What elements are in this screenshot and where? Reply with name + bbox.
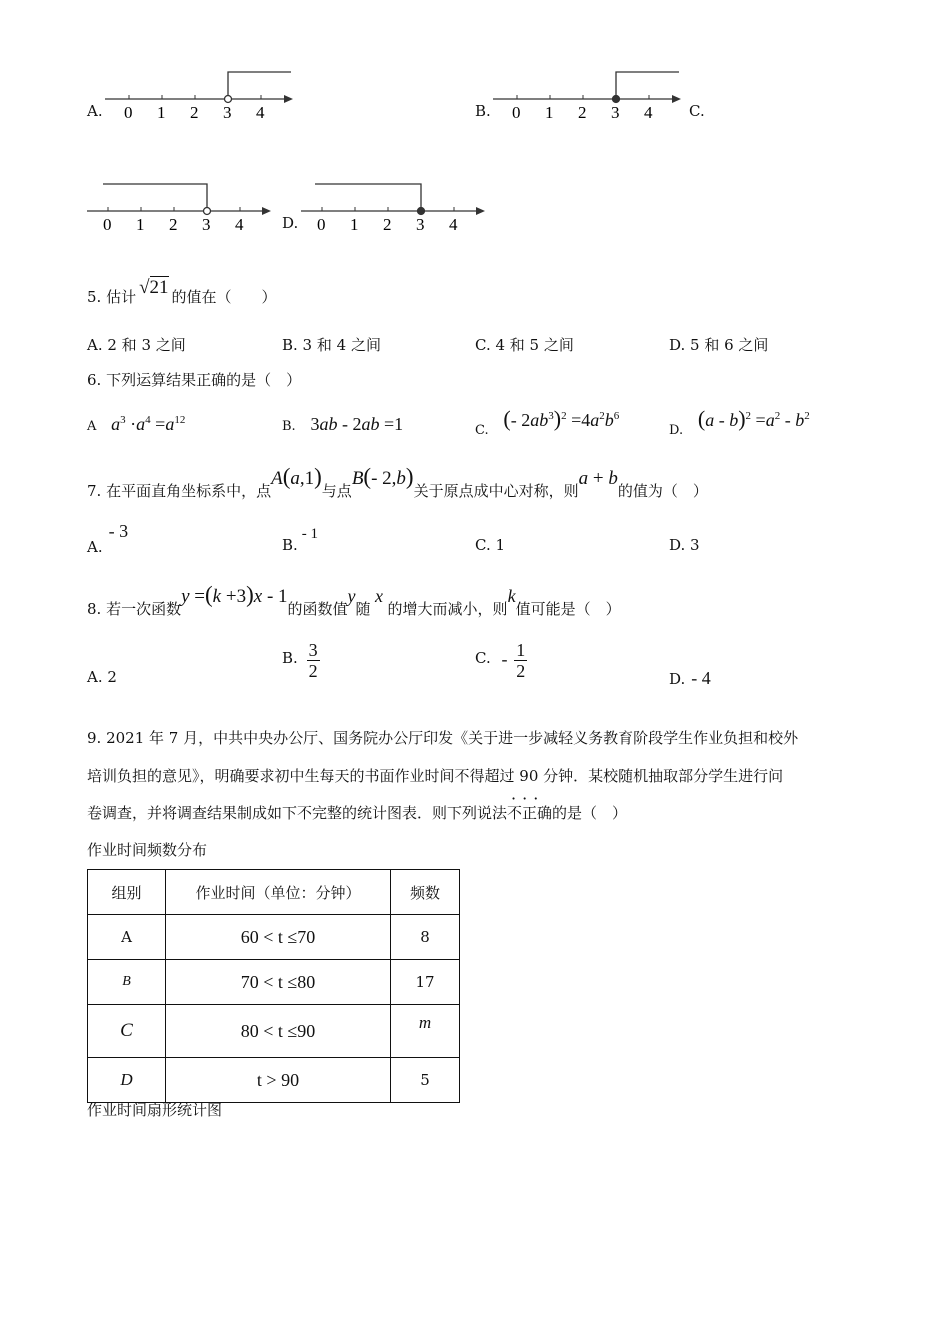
tick-1: 1	[350, 215, 359, 234]
header-time: 作业时间（单位：分钟）	[166, 870, 391, 915]
q7-option-d: D. 3	[669, 536, 700, 554]
option-d-label: D.	[282, 214, 299, 232]
q7-option-b: B.- 1	[282, 526, 319, 554]
pie-chart-title: 作业时间扇形统计图	[87, 1101, 223, 1119]
row-freq: 8	[391, 915, 460, 960]
tick-1: 1	[136, 215, 145, 234]
header-freq: 频数	[391, 870, 460, 915]
table-row	[88, 1005, 460, 1058]
number-line-a	[103, 68, 298, 124]
tick-0: 0	[317, 215, 326, 234]
frequency-table	[87, 869, 460, 1103]
q6-option-d: D. $(a - b)^2 =a^2 - b^2$	[669, 406, 810, 438]
q5-prefix: 5. 估计	[87, 288, 137, 306]
option-a-label: A.	[87, 102, 103, 120]
tick-4: 4	[256, 103, 265, 122]
number-line-b	[491, 68, 686, 124]
row-time: 80 < t ≤90	[166, 1005, 391, 1058]
tick-0: 0	[103, 215, 112, 234]
tick-3: 3	[611, 103, 620, 122]
q6-option-a: A $a^3 \cdot a^4 =a^{12}$	[87, 414, 186, 434]
row-time: 70 < t ≤80	[166, 960, 391, 1005]
tick-3: 3	[223, 103, 232, 122]
tick-4: 4	[235, 215, 244, 234]
tick-2: 2	[190, 103, 199, 122]
q5-option-d: D. 5 和 6 之间	[669, 336, 769, 354]
q9-line-2: 培训负担的意见》，明确要求初中生每天的书面作业时间不得超过 90 分钟．某校随机抽取部分学生进行问	[87, 767, 784, 785]
table-title: 作业时间频数分布	[87, 841, 208, 859]
row-freq: 5	[391, 1058, 460, 1103]
row-group: B	[88, 960, 166, 1005]
row-group: D	[88, 1058, 166, 1103]
row-freq: m	[391, 1005, 460, 1058]
q6-stem: 6. 下列运算结果正确的是（ ）	[87, 371, 302, 389]
tick-0: 0	[124, 103, 133, 122]
row-time: 60 < t ≤70	[166, 915, 391, 960]
q5-option-a: A. 2 和 3 之间	[87, 336, 186, 354]
tick-2: 2	[169, 215, 178, 234]
q8-option-d: D. - 4	[669, 668, 711, 688]
row-time: t > 90	[166, 1058, 391, 1103]
tick-3: 3	[202, 215, 211, 234]
q5-suffix: 的值在（ ）	[171, 288, 277, 306]
q6-option-c: C. (- $2ab^3)^2 =4a^2b^6$	[475, 406, 620, 438]
q9-line-1: 9. 2021 年 7 月，中共中央办公厅、国务院办公厅印发《关于进一步减轻义务教育阶段学生作业负担和校外	[87, 729, 799, 747]
row-freq: 17	[391, 960, 460, 1005]
number-line-d	[299, 180, 494, 236]
q7-option-c: C. 1	[475, 536, 506, 554]
question-8: 8. 若一次函数y =(k +3)x - 1的函数值y随 x 的增大而减小，则k值可能是（ ）	[87, 582, 621, 618]
number-line-c	[85, 180, 280, 236]
q8-option-a: A. 2	[87, 668, 117, 686]
header-group: 组别	[88, 870, 166, 915]
question-5	[87, 277, 277, 308]
option-c-label: C.	[689, 102, 705, 120]
table-row	[88, 915, 460, 960]
tick-0: 0	[512, 103, 521, 122]
q5-option-b: B. 3 和 4 之间	[282, 336, 381, 354]
row-group: A	[88, 915, 166, 960]
tick-2: 2	[578, 103, 587, 122]
q7-option-a: A.- 3	[87, 521, 129, 556]
tick-1: 1	[545, 103, 554, 122]
q8-option-c: C. - $\frac{1}{2}$	[475, 640, 526, 681]
row-group: C	[88, 1005, 166, 1058]
q8-option-b: B. $\frac{3}{2}$	[282, 640, 318, 681]
q5-option-c: C. 4 和 5 之间	[475, 336, 574, 354]
tick-3: 3	[416, 215, 425, 234]
q9-line-3: 卷调查，并将调查结果制成如下不完整的统计图表．则下列说法 ··· 不正确的是（ ）	[87, 789, 628, 822]
table-row	[88, 960, 460, 1005]
q6-option-b: B. 3ab - 2ab =1	[282, 414, 404, 434]
tick-4: 4	[449, 215, 458, 234]
tick-2: 2	[383, 215, 392, 234]
sqrt-21: √21	[139, 277, 169, 298]
option-b-label: B.	[475, 102, 491, 120]
question-7: 7. 在平面直角坐标系中，点A(a,1)与点B(- 2,b)关于原点成中心对称，则a + b的值为（ ）	[87, 464, 708, 500]
table-header-row	[88, 870, 460, 915]
tick-1: 1	[157, 103, 166, 122]
table-row	[88, 1058, 460, 1103]
emphasis-not-correct: ··· 不正确	[507, 789, 553, 822]
tick-4: 4	[644, 103, 653, 122]
